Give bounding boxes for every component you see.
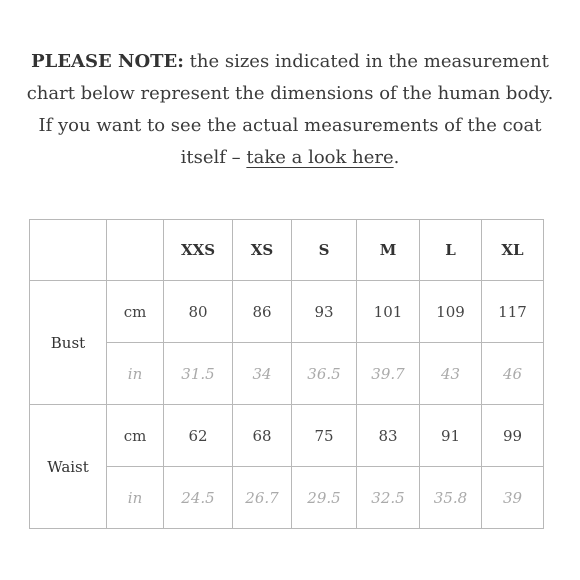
table-cell: 62 [164,405,233,467]
unit-in: in [107,467,164,529]
table-cell: 39.7 [357,343,420,405]
table-cell: 93 [292,281,357,343]
table-cell: 86 [233,281,292,343]
size-header-xl: XL [482,220,544,281]
table-cell: 75 [292,405,357,467]
size-header-xxs: XXS [164,220,233,281]
size-chart-table [29,219,544,529]
header-row [30,220,544,281]
waist-cm-row [30,405,544,467]
table-cell: 91 [420,405,482,467]
table-cell: 109 [420,281,482,343]
table-cell: 46 [482,343,544,405]
empty-header-cell [30,220,107,281]
table-cell: 39 [482,467,544,529]
table-cell: 36.5 [292,343,357,405]
size-header-s: S [292,220,357,281]
waist-in-row [30,467,544,529]
table-cell: 68 [233,405,292,467]
table-cell: 34 [233,343,292,405]
table-cell: 43 [420,343,482,405]
table-cell: 83 [357,405,420,467]
bust-in-row [30,343,544,405]
table-cell: 26.7 [233,467,292,529]
unit-cm: cm [107,405,164,467]
table-cell: 29.5 [292,467,357,529]
table-cell: 117 [482,281,544,343]
unit-cm: cm [107,281,164,343]
bust-cm-row [30,281,544,343]
table-cell: 31.5 [164,343,233,405]
table-cell: 99 [482,405,544,467]
size-header-l: L [420,220,482,281]
table-cell: 32.5 [357,467,420,529]
empty-unit-header-cell [107,220,164,281]
table-cell: 101 [357,281,420,343]
size-header-xs: XS [233,220,292,281]
note-suffix: . [393,147,400,168]
bust-label: Bust [30,281,107,405]
table-cell: 24.5 [164,467,233,529]
note-text: the sizes indicated in the measurement chart below represent the dimensions of the human body. If you want to see the actual measurements of the coat itself – [26,51,554,168]
coat-measurements-link[interactable]: take a look here [246,147,394,168]
waist-label: Waist [30,405,107,529]
unit-in: in [107,343,164,405]
note-prefix: PLEASE NOTE: [31,51,184,72]
table-cell: 80 [164,281,233,343]
measurement-note [20,46,560,174]
table-cell: 35.8 [420,467,482,529]
size-header-m: M [357,220,420,281]
